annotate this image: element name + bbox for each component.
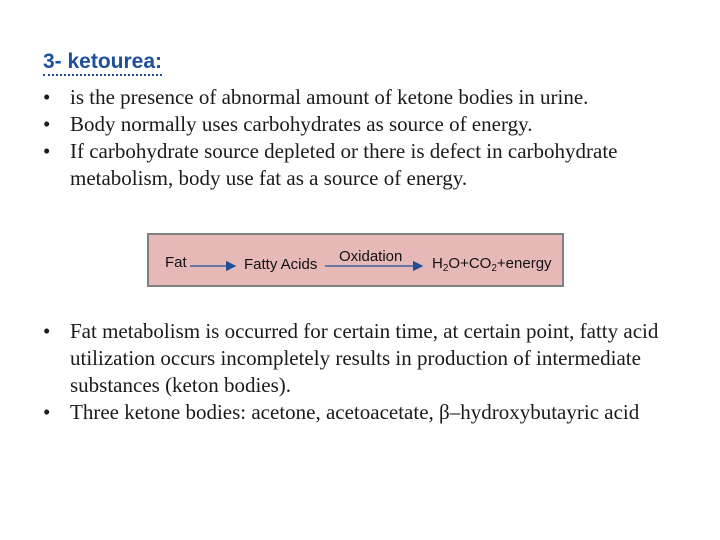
section-heading: 3- ketourea:	[43, 50, 162, 76]
bullet-marker: •	[43, 400, 51, 424]
list-item	[43, 318, 703, 399]
bullet-text: Three ketone bodies: acetone, acetoacetate, β–hydroxybutayric acid	[70, 400, 640, 424]
bullet-list-bottom	[43, 318, 703, 426]
list-item	[43, 111, 703, 138]
list-item	[43, 399, 703, 426]
product-mid: O+CO	[448, 255, 492, 272]
product-sub2: 2	[491, 263, 497, 274]
bullet-marker: •	[43, 112, 51, 136]
bullet-text: Body normally uses carbohydrates as source of energy.	[70, 112, 533, 136]
metabolism-diagram	[147, 233, 564, 287]
bullet-text: If carbohydrate source depleted or there is defect in carbohydrate metabolism, body use fat as a source of energy.	[70, 139, 618, 190]
list-item	[43, 138, 703, 192]
product-sub1: 2	[442, 263, 449, 274]
bullet-marker: •	[43, 319, 51, 343]
bullet-marker: •	[43, 139, 51, 163]
list-item	[43, 84, 703, 111]
bullet-list-top	[43, 84, 703, 192]
product-tail: +energy	[496, 255, 552, 272]
fat-label: Fat	[165, 254, 187, 271]
bullet-text: Fat metabolism is occurred for certain time, at certain point, fatty acid utilization occurs incompletely results in production of intermediate substances (keton bodies).	[70, 319, 659, 397]
bullet-marker: •	[43, 85, 51, 109]
bullet-text: is the presence of abnormal amount of ketone bodies in urine.	[70, 85, 589, 109]
product-h: H	[432, 255, 443, 272]
oxidation-label: Oxidation	[339, 248, 403, 265]
products-label	[432, 255, 552, 274]
fatty-acids-label: Fatty Acids	[244, 256, 318, 273]
